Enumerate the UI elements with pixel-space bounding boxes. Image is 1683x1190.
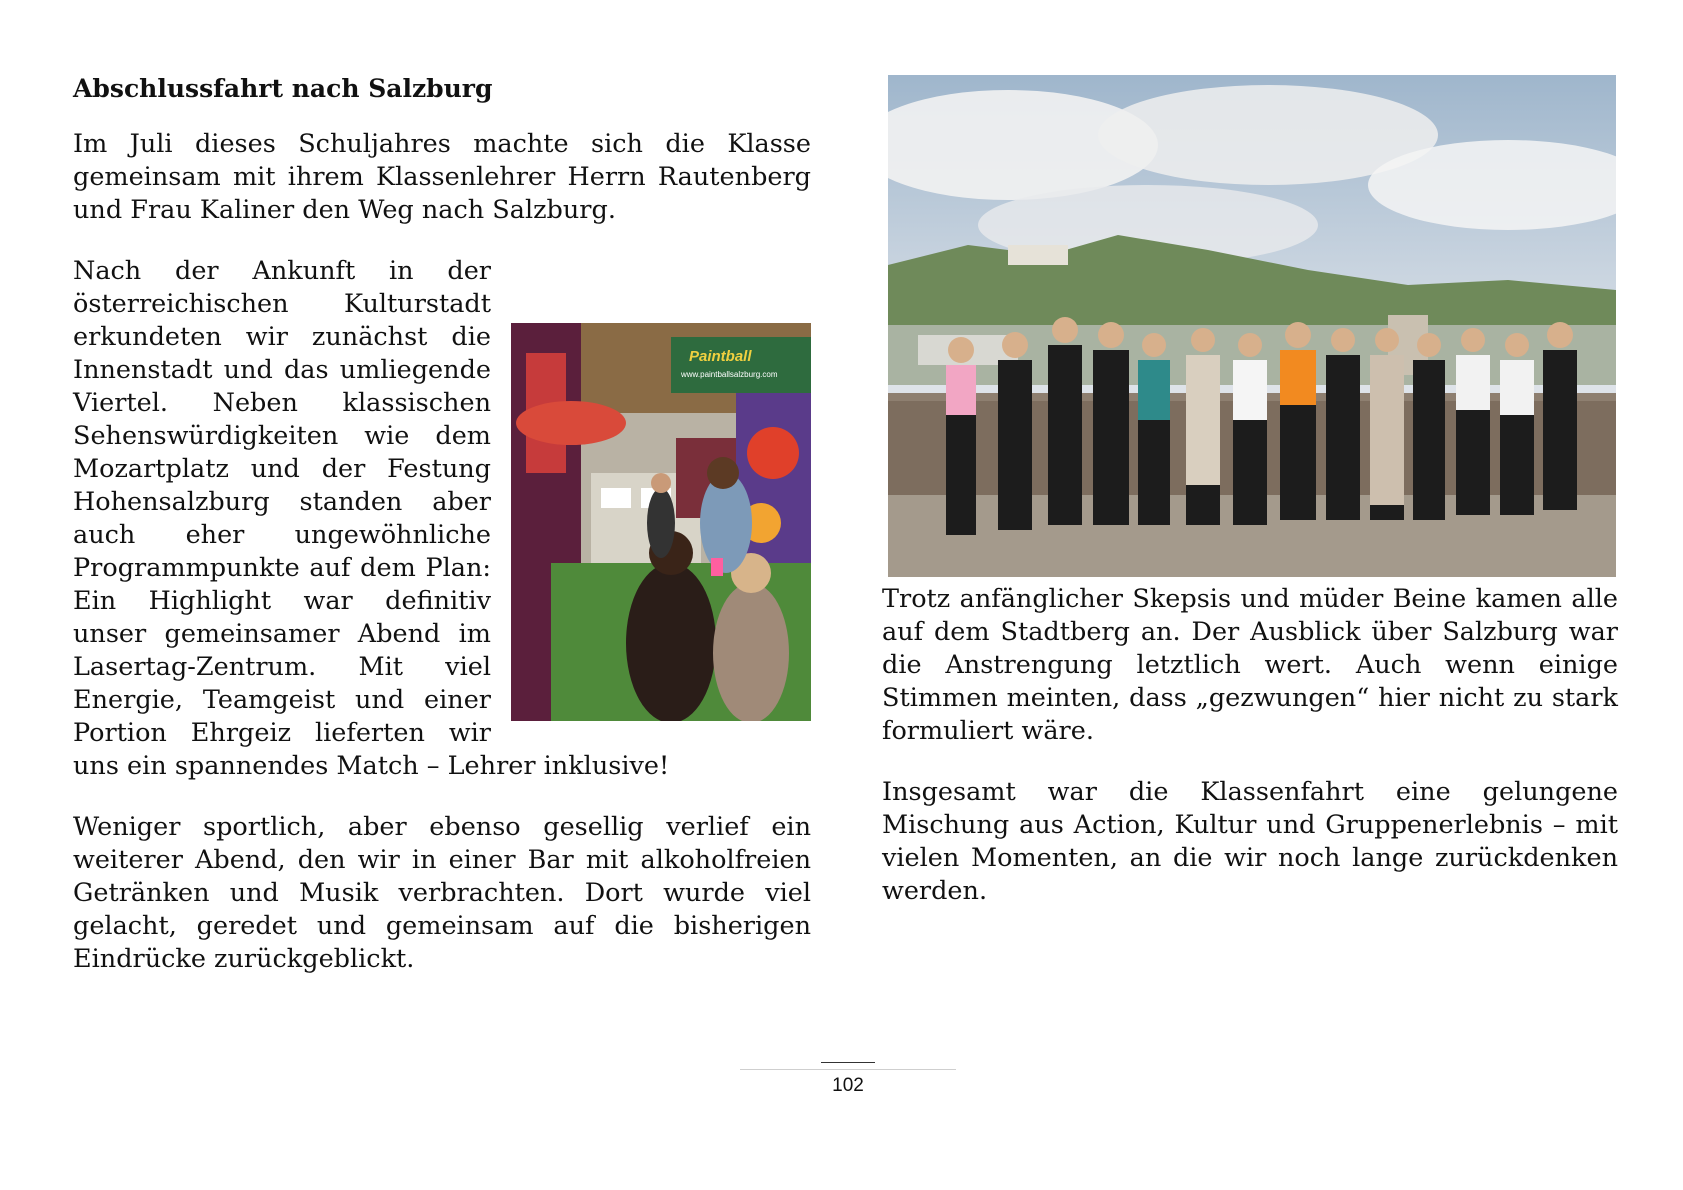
group-photo — [888, 75, 1616, 577]
paragraph-bar-evening: Weniger sportlich, aber ebenso gesellig verlief ein weiterer Abend, den wir in einer Bar mit alkoholfreien Getränken und Musik verbrachten. Dort wurde viel gelacht, geredet und gemeinsam auf die bisherigen Eindrücke zurückgeblickt. — [73, 812, 811, 974]
lasertag-photo-graphic — [511, 323, 811, 721]
sign-url: www.paintballsalzburg.com — [681, 370, 778, 379]
footer-divider — [740, 1069, 956, 1070]
article-title: Abschlussfahrt nach Salzburg — [73, 74, 493, 103]
paragraph-stadtberg: Trotz anfänglicher Skepsis und müder Beine kamen alle auf dem Stadtberg an. Der Ausblick über Salzburg war die Anstrengung letztlich wert. Auch wenn einige Stimmen meinten, dass „gezwungen“ hier nicht zu stark formuliert wäre. — [882, 584, 1618, 746]
page-number: 102 — [832, 1075, 864, 1096]
page-footer — [740, 1062, 956, 1097]
right-column — [882, 75, 1618, 936]
right-text — [882, 583, 1618, 908]
paragraph-intro: Im Juli dieses Schuljahres machte sich die Klasse gemeinsam mit ihrem Klassenlehrer Herrn Rautenberg und Frau Kaliner den Weg nach Salzburg. — [73, 129, 811, 225]
paragraph-arrival-wrapper — [73, 255, 811, 783]
paragraph-conclusion: Insgesamt war die Klassenfahrt eine gelungene Mischung aus Action, Kultur und Gruppenerlebnis – mit vielen Momenten, an die wir noch lange zurückdenken werden. — [882, 777, 1618, 906]
footer-divider-short — [821, 1062, 875, 1063]
paragraph-arrival: Nach der Ankunft in der österreichischen Kulturstadt erkundeten wir zunächst die Innenstadt und das umliegende Viertel. Neben klassischen Sehenswürdigkeiten wie dem Mozartplatz und der Festung Hohensalzburg standen aber auch eher ungewöhnliche Programmpunkte auf dem Plan: Ein Highlight war definitiv unser gemeinsamer Abend im Lasertag-Zentrum. Mit viel Energie, Teamgeist und einer Portion Ehrgeiz lieferten wir uns ein spannendes Match – Lehrer inklusive! — [73, 256, 670, 781]
group-photo-graphic — [888, 75, 1616, 577]
lasertag-photo — [511, 323, 811, 721]
left-column — [73, 72, 811, 1004]
sign-title: Paintball — [689, 348, 752, 365]
